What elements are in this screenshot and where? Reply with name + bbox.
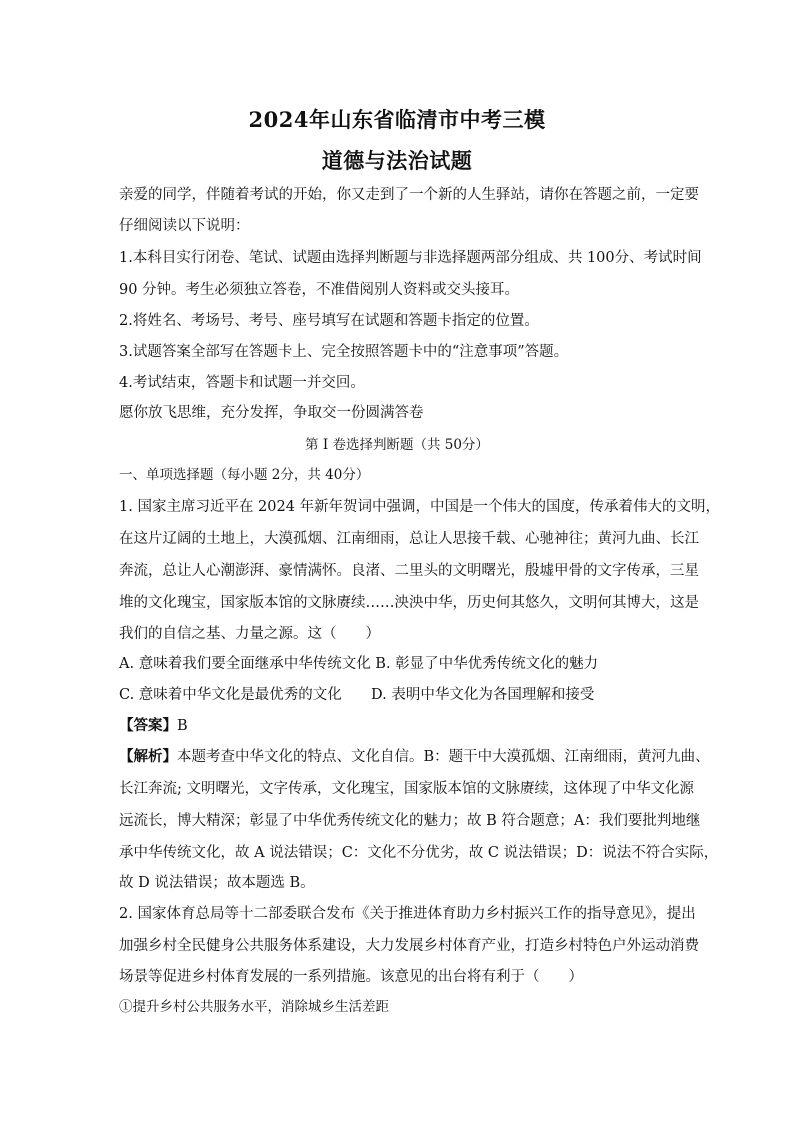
q1-stem-line: 我们的自信之基、力量之源。这（ ） (119, 626, 380, 642)
instruction-1-cont: 90 分钟。考生必须独立答卷，不准借阅别人资料或交头接耳。 (119, 282, 520, 298)
exam-subtitle: 道德与法治试题 (321, 148, 473, 173)
q2-option-1: ①提升乡村公共服务水平，消除城乡生活差距 (119, 999, 389, 1015)
q2-stem-line: 2. 国家体育总局等十二部委联合发布《关于推进体育助力乡村振兴工作的指导意见》，提出 (119, 906, 696, 922)
instruction-1: 1.本科目实行闭卷、笔试、试题由选择判断题与非选择题两部分组成、共 100分、考试时间 (119, 250, 702, 266)
intro-line: 仔细阅读以下说明： (119, 218, 250, 234)
q1-option-c: C. 意味着中华文化是最优秀的文化 (119, 687, 342, 703)
answer-value: B (177, 718, 188, 734)
q1-analysis-line: 承中华传统文化，故 A 说法错误；C：文化不分优劣，故 C 说法错误；D：说法不符合实际， (119, 845, 719, 861)
instruction-4: 4.考试结束，答题卡和试题一并交回。 (119, 375, 365, 391)
q2-stem-line: 加强乡村全民健身公共服务体系建设，大力发展乡村体育产业，打造乡村特色户外运动消费 (119, 938, 699, 954)
part-title: 一、单项选择题（每小题 2分，共 40分） (119, 467, 370, 483)
analysis-label: 【解析】 (119, 748, 177, 765)
encouragement: 愿你放飞思维，充分发挥，争取交一份圆满答卷 (119, 405, 424, 421)
instruction-2: 2.将姓名、考场号、考号、座号填写在试题和答题卡指定的位置。 (119, 313, 539, 329)
q1-analysis-line: 远流长，博大精深；彰显了中华优秀传统文化的魅力；故 B 符合题意；A：我们要批判地继 (119, 813, 701, 829)
q1-options-ab: A. 意味着我们要全面继承中华传统文化 B. 彰显了中华优秀传统文化的魅力 (119, 656, 599, 672)
instruction-3: 3.试题答案全部写在答题卡上、完全按照答题卡中的“注意事项”答题。 (119, 344, 569, 360)
q1-analysis-line (119, 747, 710, 767)
exam-title: 2024年山东省临清市中考三模 (248, 107, 546, 132)
q1-stem-line: 1. 国家主席习近平在 2024 年新年贺词中强调，中国是一个伟大的国度，传承着伟大的文明， (119, 499, 721, 515)
q1-option-d: D. 表明中华文化为各国理解和接受 (371, 687, 595, 703)
analysis-text: 本题考查中华文化的特点、文化自信。B：题干中大漠孤烟、江南细雨，黄河九曲、 (177, 749, 710, 765)
q2-stem-line: 场景等促进乡村体育发展的一系列措施。该意见的出台将有利于（ ） (119, 969, 583, 985)
intro-line: 亲爱的同学，伴随着考试的开始，你又走到了一个新的人生驿站，请你在答题之前，一定要 (119, 187, 699, 203)
answer-label: 【答案】 (119, 717, 177, 734)
q1-stem-line: 在这片辽阔的土地上，大漠孤烟、江南细雨，总让人思接千载、心驰神往；黄河九曲、长江 (119, 531, 699, 547)
q1-analysis-line: 故 D 说法错误；故本题选 B。 (119, 875, 315, 891)
q1-analysis-line: 长江奔流; 文明曙光，文字传承，文化瑰宝，国家版本馆的文脉赓续，这体现了中华文化源 (119, 781, 694, 797)
q1-stem-line: 堆的文化瑰宝，国家版本馆的文脉赓续……泱泱中华，历史何其悠久，文明何其博大，这是 (119, 595, 699, 611)
section-title: 第 I 卷选择判断题（共 50分） (305, 437, 489, 453)
q1-answer (119, 716, 679, 736)
q1-stem-line: 奔流，总让人心潮澎湃、豪情满怀。良渚、二里头的文明曙光，殷墟甲骨的文字传承，三星 (119, 563, 699, 579)
